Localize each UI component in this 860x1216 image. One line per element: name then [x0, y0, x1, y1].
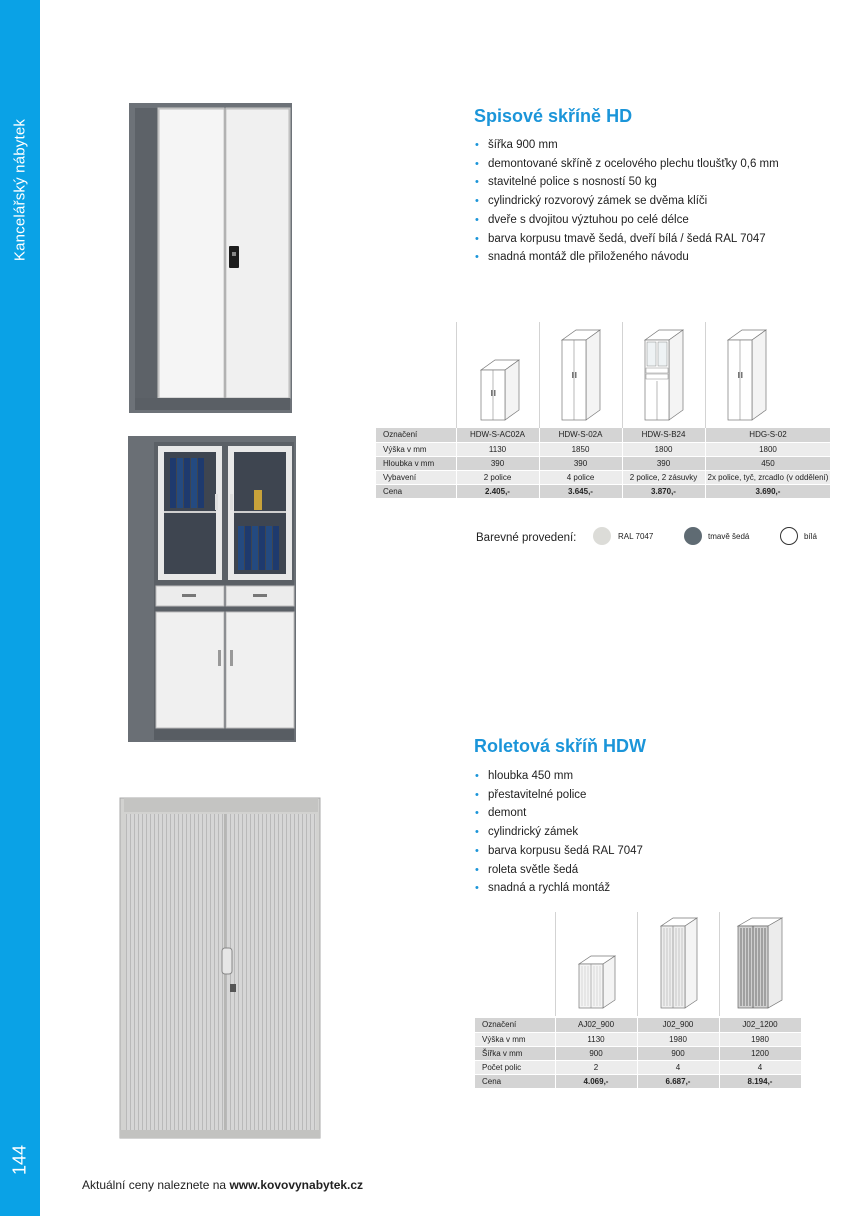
price-cell: 3.645,- — [539, 484, 622, 498]
table-cell: 4 — [719, 1060, 801, 1074]
feature-item: • demontované skříně z ocelového plechu tloušťky 0,6 mm — [475, 155, 779, 174]
feature-item: • snadná a rychlá montáž — [475, 879, 643, 898]
price-cell: 3.870,- — [622, 484, 705, 498]
row-label: Vybavení — [376, 470, 456, 484]
row-label: Hloubka v mm — [376, 456, 456, 470]
table-cell: 900 — [637, 1046, 719, 1060]
feature-item: • cylindrický rozvorový zámek se dvěma klíči — [475, 192, 779, 211]
footer — [82, 1178, 363, 1192]
feature-item: • hloubka 450 mm — [475, 767, 643, 786]
thumbnail-aj02-900 — [555, 912, 637, 1016]
table-cell: 450 — [705, 456, 831, 470]
table-cell: AJ02_900 — [555, 1018, 637, 1032]
row-label: Označení — [475, 1018, 555, 1032]
row-label: Počet polic — [475, 1060, 555, 1074]
thumbnail-hdw-s-02a — [539, 322, 622, 428]
table-cell: 390 — [622, 456, 705, 470]
thumbnail-j02-1200 — [719, 912, 801, 1016]
table-row — [475, 1018, 801, 1032]
table-row — [475, 1060, 801, 1074]
color-name: RAL 7047 — [618, 532, 654, 541]
feature-item: • roleta světle šedá — [475, 861, 643, 880]
table-row — [376, 484, 831, 498]
feature-item: • přestavitelné police — [475, 786, 643, 805]
cabinet-photo-glass — [126, 434, 298, 746]
category-title: Kancelářský nábytek — [11, 118, 29, 262]
color-swatch-ral-7047 — [593, 527, 611, 545]
table-cell: 1980 — [637, 1032, 719, 1046]
table-row — [475, 1046, 801, 1060]
thumbnail-hdw-s-b24 — [622, 322, 705, 428]
price-cell: 4.069,- — [555, 1074, 637, 1088]
color-options — [476, 526, 822, 550]
table-cell: J02_1200 — [719, 1018, 801, 1032]
table-cell: 1850 — [539, 442, 622, 456]
feature-list-roletova — [475, 767, 643, 898]
footer-text: Aktuální ceny naleznete na — [82, 1178, 230, 1192]
table-row — [376, 470, 831, 484]
cabinet-photo-hd — [126, 100, 296, 418]
feature-item: • snadná montáž dle přiloženého návodu — [475, 248, 779, 267]
color-swatch-dark-grey — [684, 527, 702, 545]
table-cell: 1800 — [622, 442, 705, 456]
table-cell: HDG-S-02 — [705, 428, 831, 442]
row-label: Šířka v mm — [475, 1046, 555, 1060]
table-row — [376, 428, 831, 442]
row-label: Cena — [475, 1074, 555, 1088]
sidebar — [0, 0, 40, 1216]
spec-table-roletova — [475, 1018, 802, 1089]
price-cell: 3.690,- — [705, 484, 831, 498]
table-row — [376, 442, 831, 456]
table-cell: 1980 — [719, 1032, 801, 1046]
product-thumbnails-roletova — [555, 912, 801, 1016]
feature-item: • dveře s dvojitou výztuhou po celé délce — [475, 211, 779, 230]
color-name: tmavě šedá — [708, 532, 750, 541]
section-title-roletova: Roletová skříň HDW — [474, 736, 647, 756]
table-cell: 4 police — [539, 470, 622, 484]
page-number: 144 — [9, 1144, 30, 1176]
price-cell: 6.687,- — [637, 1074, 719, 1088]
price-cell: 8.194,- — [719, 1074, 801, 1088]
thumbnail-hdg-s-02 — [705, 322, 789, 428]
feature-list-spisove — [475, 136, 779, 267]
color-swatch-white — [780, 527, 798, 545]
row-label: Výška v mm — [376, 442, 456, 456]
thumbnail-hdw-s-ac02a — [456, 322, 539, 428]
row-label: Cena — [376, 484, 456, 498]
website-link[interactable]: www.kovovynabytek.cz — [229, 1178, 364, 1192]
thumbnail-j02-900 — [637, 912, 719, 1016]
table-row — [376, 456, 831, 470]
product-thumbnails-spisove — [456, 322, 789, 428]
color-options-label: Barevné provedení: — [476, 532, 577, 544]
roller-cabinet-photo — [114, 788, 326, 1144]
table-cell: 390 — [539, 456, 622, 470]
color-name: bílá — [804, 532, 817, 541]
feature-item: • cylindrický zámek — [475, 823, 643, 842]
feature-item: • demont — [475, 804, 643, 823]
row-label: Výška v mm — [475, 1032, 555, 1046]
table-cell: 900 — [555, 1046, 637, 1060]
table-cell: 2 police — [456, 470, 539, 484]
table-cell: 2 police, 2 zásuvky — [622, 470, 705, 484]
table-cell: J02_900 — [637, 1018, 719, 1032]
table-cell: 1200 — [719, 1046, 801, 1060]
table-cell: HDW-S-02A — [539, 428, 622, 442]
table-cell: HDW-S-B24 — [622, 428, 705, 442]
section-title-spisove: Spisové skříně HD — [474, 106, 633, 126]
table-row — [475, 1032, 801, 1046]
table-cell: 2 — [555, 1060, 637, 1074]
spec-table-spisove — [376, 428, 831, 499]
table-cell: 4 — [637, 1060, 719, 1074]
feature-item: • barva korpusu tmavě šedá, dveří bílá / šedá RAL 7047 — [475, 230, 779, 249]
feature-item: • barva korpusu šedá RAL 7047 — [475, 842, 643, 861]
price-cell: 2.405,- — [456, 484, 539, 498]
table-cell: 390 — [456, 456, 539, 470]
feature-item: • stavitelné police s nosností 50 kg — [475, 173, 779, 192]
table-row — [475, 1074, 801, 1088]
feature-item: • šířka 900 mm — [475, 136, 779, 155]
table-cell: 1130 — [555, 1032, 637, 1046]
table-cell: 2x police, tyč, zrcadlo (v oddělení) — [705, 470, 831, 484]
table-cell: 1130 — [456, 442, 539, 456]
table-cell: HDW-S-AC02A — [456, 428, 539, 442]
table-cell: 1800 — [705, 442, 831, 456]
row-label: Označení — [376, 428, 456, 442]
